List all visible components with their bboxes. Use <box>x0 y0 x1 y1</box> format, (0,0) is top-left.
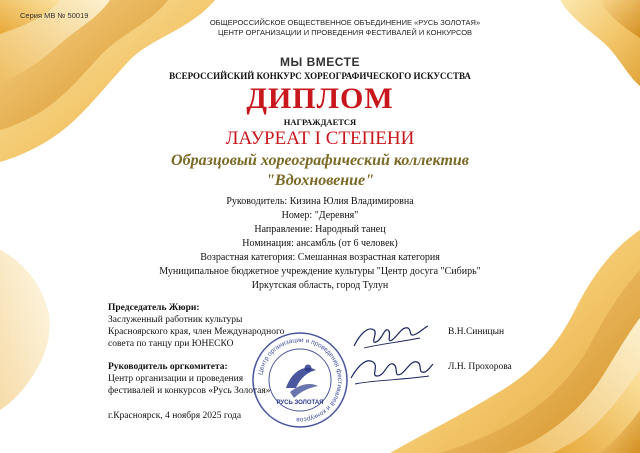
recipient-line-1: Образцовый хореографический коллектив <box>171 152 469 169</box>
seal-bottom-text: РУСЬ ЗОЛОТАЯ <box>276 400 324 406</box>
detail-institution: Муниципальное бюджетное учреждение культуры "Центр досуга "Сибирь" <box>159 266 481 277</box>
committee-name: Л.Н. Прохорова <box>448 362 512 372</box>
organization-line-2: ЦЕНТР ОРГАНИЗАЦИИ И ПРОВЕДЕНИЯ ФЕСТИВАЛЕЙ И КОНКУРСОВ <box>217 28 473 37</box>
detail-direction: Направление: Народный танец <box>254 224 386 235</box>
jury-heading: Председатель Жюри: <box>108 303 200 313</box>
place-date: г.Красноярск, 4 ноября 2025 года <box>108 411 242 421</box>
committee-line: Центр организации и проведения <box>108 374 244 384</box>
detail-location: Иркутская область, город Тулун <box>251 280 389 291</box>
jury-line: совета по танцу при ЮНЕСКО <box>108 339 234 349</box>
detail-number: Номер: "Деревня" <box>281 210 359 221</box>
jury-line: Красноярского края, член Международного <box>108 327 285 337</box>
series-number: Серия МВ № 50019 <box>20 11 89 20</box>
committee-line: фестивалей и конкурсов «Русь Золотая» <box>108 386 271 396</box>
organization-seal-icon <box>250 330 350 430</box>
contest-title: ВСЕРОССИЙСКИЙ КОНКУРС ХОРЕОГРАФИЧЕСКОГО ИСКУССТВА <box>169 71 471 81</box>
award-title: ЛАУРЕАТ I СТЕПЕНИ <box>225 128 415 149</box>
committee-signature-icon <box>345 350 435 390</box>
seal-ring-text: Центр организации и проведения фестивалей и конкурсов <box>257 336 344 424</box>
committee-heading: Руководитель оргкомитета: <box>108 362 228 372</box>
document-title: ДИПЛОМ <box>246 82 394 115</box>
detail-leader: Руководитель: Кизина Юлия Владимировна <box>226 196 414 207</box>
awarded-label: НАГРАЖДАЕТСЯ <box>283 117 357 127</box>
jury-line: Заслуженный работник культуры <box>108 315 243 325</box>
project-title: МЫ ВМЕСТЕ <box>280 55 360 69</box>
jury-name: В.Н.Синицын <box>448 327 505 337</box>
recipient-line-2: "Вдохновение" <box>265 172 375 189</box>
detail-nomination: Номинация: ансамбль (от 6 человек) <box>242 238 398 249</box>
organization-line-1: ОБЩЕРОССИЙСКОЕ ОБЩЕСТВЕННОЕ ОБЪЕДИНЕНИЕ «РУСЬ ЗОЛОТАЯ» <box>209 18 481 27</box>
detail-age-category: Возрастная категория: Смешанная возрастная категория <box>200 252 440 263</box>
